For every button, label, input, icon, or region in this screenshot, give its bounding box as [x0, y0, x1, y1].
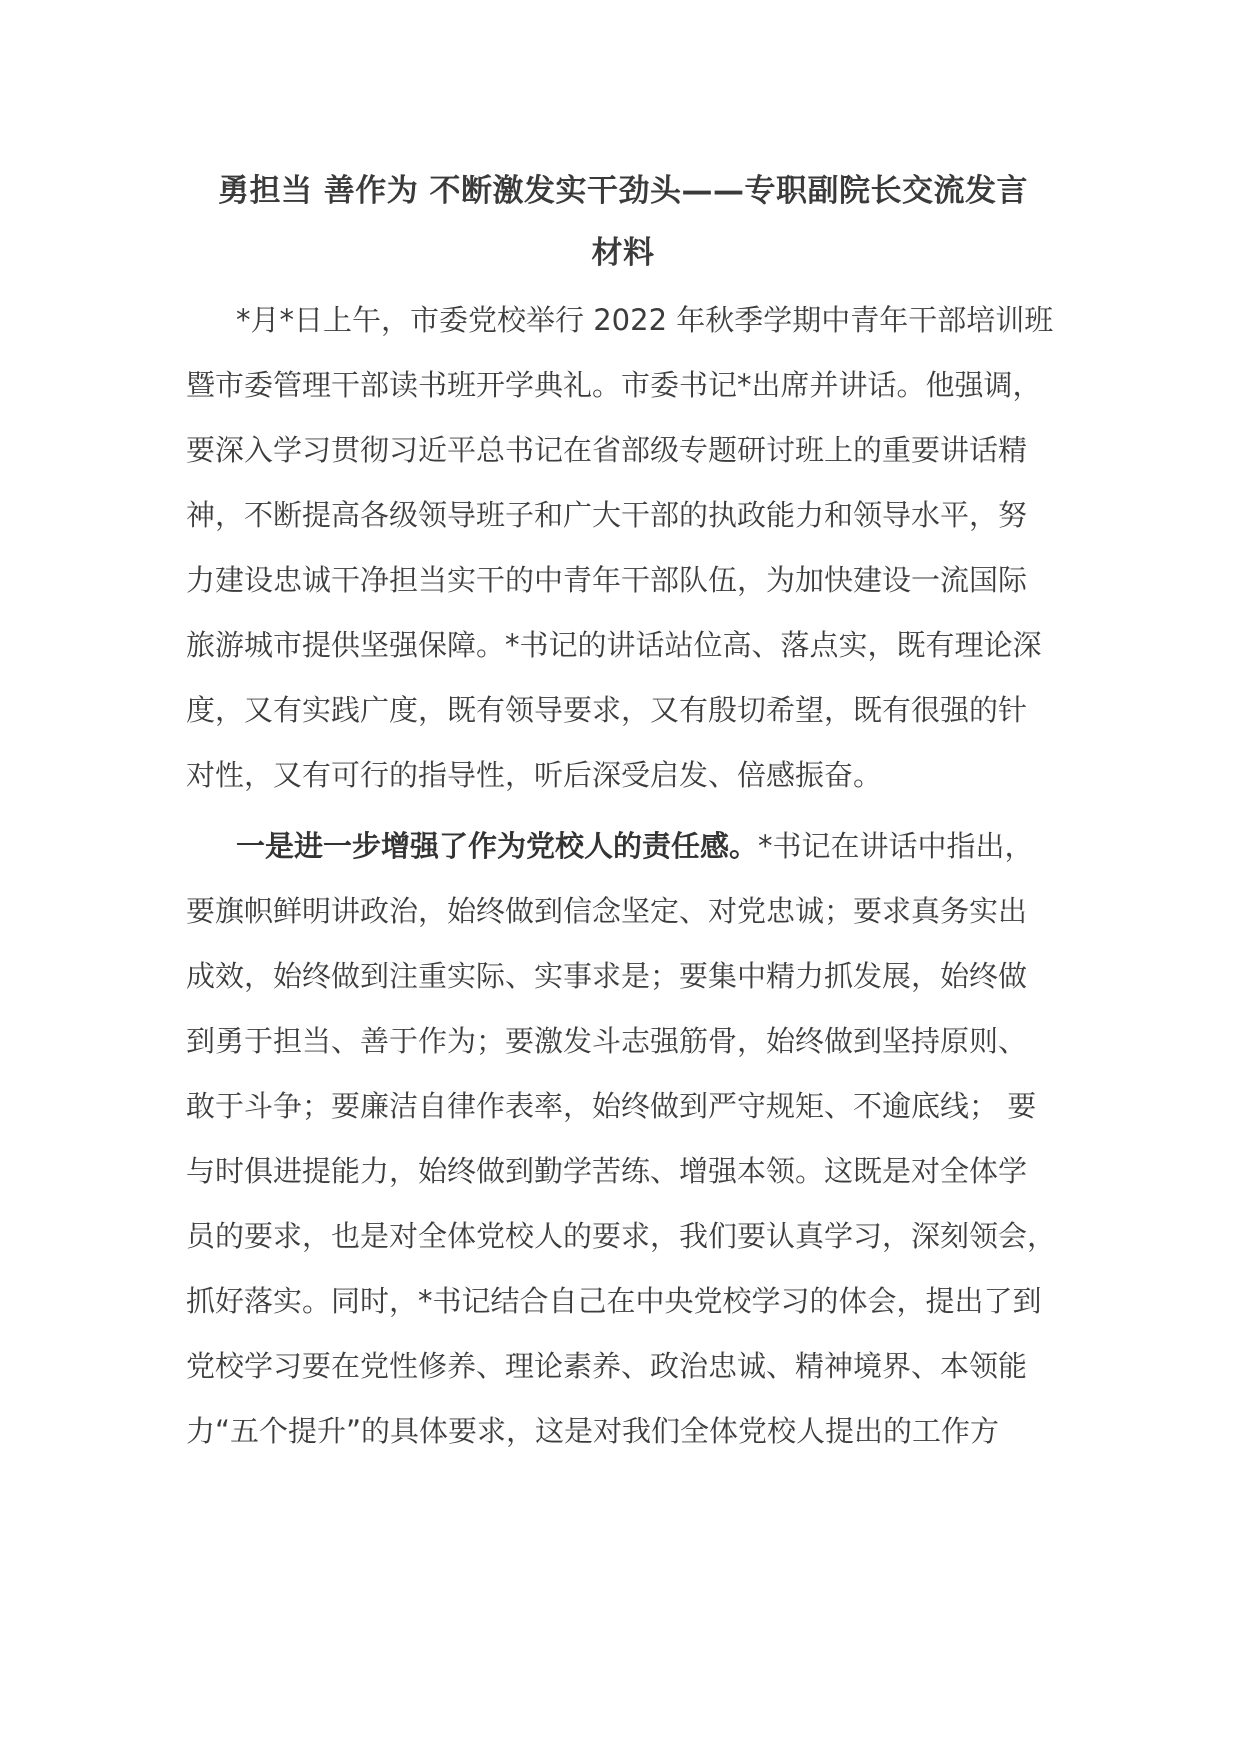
document-title [186, 160, 1060, 284]
paragraph-line: 对性，又有可行的指导性，听后深受启发、倍感振奋。 [186, 758, 883, 792]
paragraph-line: 旅游城市提供坚强保障。*书记的讲话站位高、落点实，既有理论深 [186, 628, 1042, 662]
paragraph-line: 要深入学习贯彻习近平总书记在省部级专题研讨班上的重要讲话精 [186, 433, 1028, 467]
paragraph-lead: 一是进一步增强了作为党校人的责任感。 [236, 829, 759, 863]
paragraph-line: 成效，始终做到注重实际、实事求是；要集中精力抓发展，始终做 [186, 959, 1028, 993]
paragraph-line: 力建设忠诚干净担当实干的中青年干部队伍，为加快建设一流国际 [186, 563, 1028, 597]
paragraph-text: *书记在讲话中指出， [758, 829, 1034, 863]
paragraph-line: 员的要求，也是对全体党校人的要求，我们要认真学习，深刻领会， [186, 1219, 1057, 1253]
paragraph-line: 与时俱进提能力，始终做到勤学苦练、增强本领。这既是对全体学 [186, 1154, 1028, 1188]
title-line: 勇担当 善作为 不断激发实干劲头——专职副院长交流发言 [217, 173, 1029, 209]
paragraph-2 [186, 814, 1060, 1464]
paragraph-line: *月*日上午，市委党校举行 2022 年秋季学期中青年干部培训班 [236, 303, 1054, 337]
paragraph-1 [186, 288, 1060, 808]
paragraph-line: 到勇于担当、善于作为；要激发斗志强筋骨，始终做到坚持原则、 [186, 1024, 1028, 1058]
paragraph-first-line [186, 814, 1060, 879]
paragraph-line: 敢于斗争；要廉洁自律作表率，始终做到严守规矩、不逾底线； 要 [186, 1089, 1037, 1123]
paragraph-line: 神，不断提高各级领导班子和广大干部的执政能力和领导水平，努 [186, 498, 1028, 532]
paragraph-line: 党校学习要在党性修养、理论素养、政治忠诚、精神境界、本领能 [186, 1349, 1028, 1383]
title-line: 材料 [591, 235, 655, 271]
paragraph-line: 抓好落实。同时，*书记结合自己在中央党校学习的体会，提出了到 [186, 1284, 1042, 1318]
paragraph-line: 力“五个提升”的具体要求，这是对我们全体党校人提出的工作方 [186, 1414, 1000, 1448]
paragraph-line: 度，又有实践广度，既有领导要求，又有殷切希望，既有很强的针 [186, 693, 1028, 727]
document-page [186, 160, 1060, 1464]
paragraph-line: 要旗帜鲜明讲政治，始终做到信念坚定、对党忠诚；要求真务实出 [186, 894, 1028, 928]
paragraph-line: 暨市委管理干部读书班开学典礼。市委书记*出席并讲话。他强调， [186, 368, 1042, 402]
